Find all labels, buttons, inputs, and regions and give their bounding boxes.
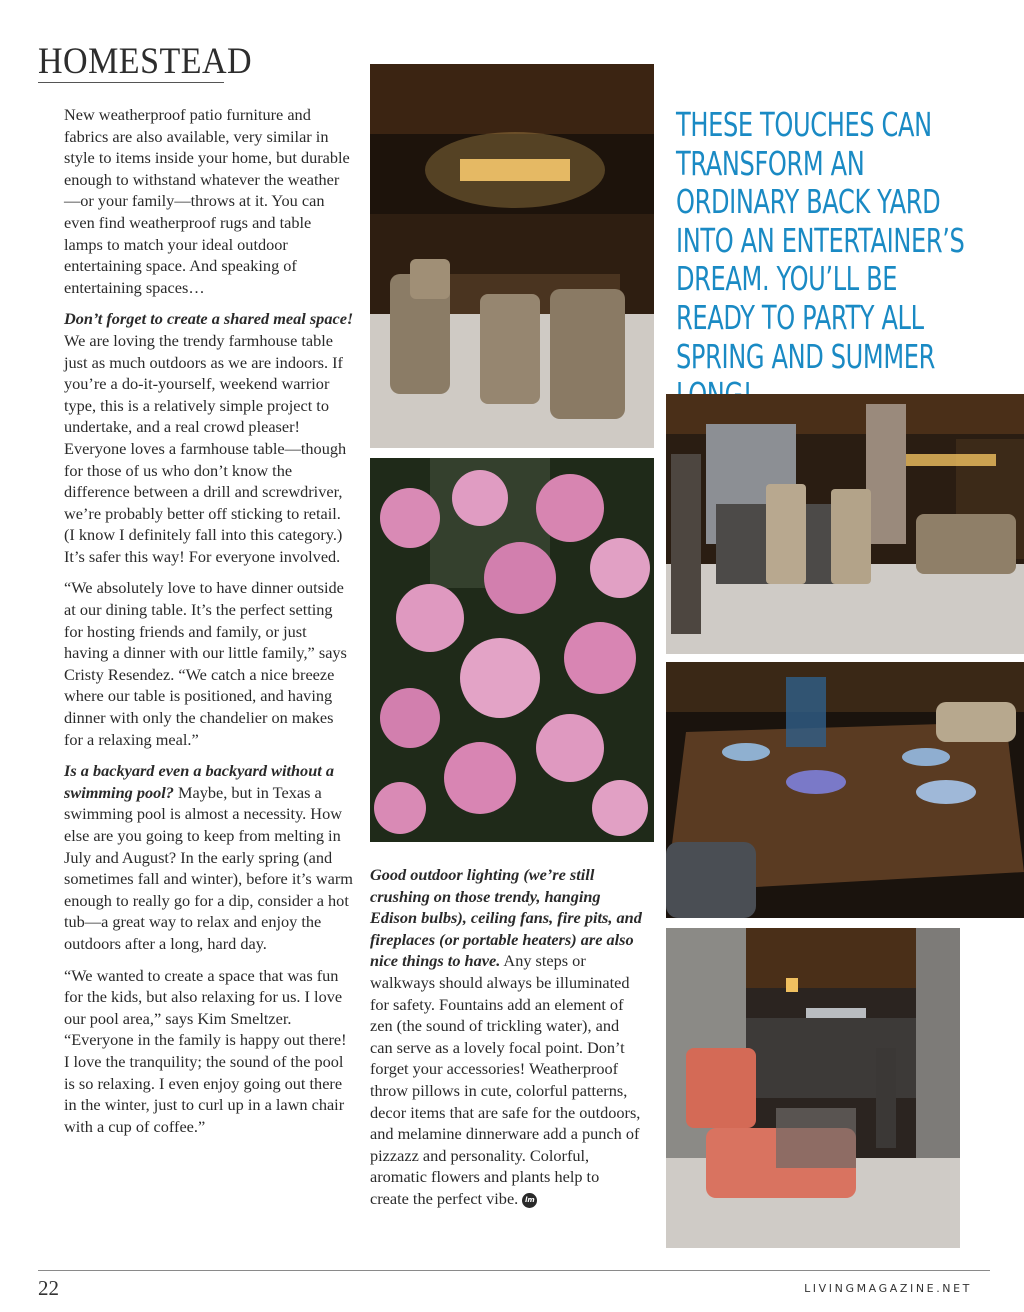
quote-resendez: “We absolutely love to have dinner outside at our dining table. It’s the perfect setting for hosting friends and family, or just having a dinner with our little family,” says Cristy Resendez. “We catch a nice breeze where our table is positioned, and having dinner with only the chandelier on makes for a relaxing meal.” <box>64 578 347 749</box>
paragraph-furniture: New weatherproof patio furniture and fabrics are also available, very similar in style to items inside your home, but durable enough to withstand whatever the weather—or your family—throws at it. You can even find weatherproof rugs and table lamps to match your ideal outdoor entertaining space. And speaking of entertaining spaces… <box>64 105 350 297</box>
footer-rule <box>38 1270 990 1271</box>
photo-table-setting <box>666 662 1024 918</box>
title-rule <box>38 82 224 83</box>
lead-in-meal-space: Don’t forget to create a shared meal space! <box>64 309 354 329</box>
lead-in-pool: Is a backyard even a backyard without a swimming pool? <box>64 761 334 802</box>
photo-grill-lounge <box>666 928 960 1248</box>
pull-quote: THESE TOUCHES CAN TRANSFORM AN ORDINARY BACK YARD INTO AN ENTERTAINER’S DREAM. YOU’LL BE READY TO PARTY ALL SPRING AND SUMMER <box>676 105 965 376</box>
middle-article-column <box>370 864 642 1210</box>
photo-chandelier-dining <box>370 64 654 448</box>
paragraph-meal-space <box>64 308 354 567</box>
left-article-column <box>64 104 354 1147</box>
website-url: LIVINGMAGAZINE.NET <box>804 1282 972 1295</box>
photo-outdoor-bar <box>666 394 1024 654</box>
paragraph-pool <box>64 760 354 954</box>
paragraph-pool-body: Maybe, but in Texas a swimming pool is almost a necessity. How else are you going to keep from melting in July and August? In the early spring (and sometimes fall and winter), before it’s warm enough to really go for a dip, consider a hot tub—a great way to relax and enjoy the outdoors after a long, hard day. <box>64 782 353 953</box>
paragraph-lighting-body: Any steps or walkways should always be illuminated for safety. Fountains add an element of zen (the sound of trickling water), and can serve as a lovely focal point. Don’t forget your accessories! Weatherproof throw pillows in cute, colorful patterns, decor items that are safe for the outdoors, and melamine dinnerware add a punch of pizzazz and personality. Colorful, aromatic flowers and plants help to create the perfect vibe. <box>370 951 641 1208</box>
section-title: HOMESTEAD <box>38 41 253 82</box>
page-number: 22 <box>38 1276 59 1300</box>
lead-in-lighting: Good outdoor lighting (we’re still crushing on those trendy, hanging Edison bulbs), ceiling fans, fire pits, and fireplaces (or portable heaters) are also nice things to have. <box>370 865 642 971</box>
quote-smeltzer: “We wanted to create a space that was fun for the kids, but also relaxing for us. I love our pool area,” says Kim Smeltzer. “Everyone in the family is happy out there! I love the tranquility; the sound of the pool is so relaxing. I even enjoy going out there in the winter, just to curl up in a lawn chair with a cup of coffee.” <box>64 965 347 1136</box>
end-mark-icon: lm <box>522 1193 537 1208</box>
photo-azalea-flowers <box>370 458 654 842</box>
paragraph-meal-space-body: We are loving the trendy farmhouse table just as much outdoors as we are indoors. If you’re a do-it-yourself, weekend warrior type, this is a relatively simple project to undertake, and a real crowd pleaser! Everyone loves a farmhouse table—though for those of us who don’t know the difference between a drill and screwdriver, we’re probably better off sticking to retail. (I know I definitely fall into this category.) It’s safer this way! For everyone involved. <box>64 330 347 566</box>
paragraph-lighting <box>370 864 642 1210</box>
